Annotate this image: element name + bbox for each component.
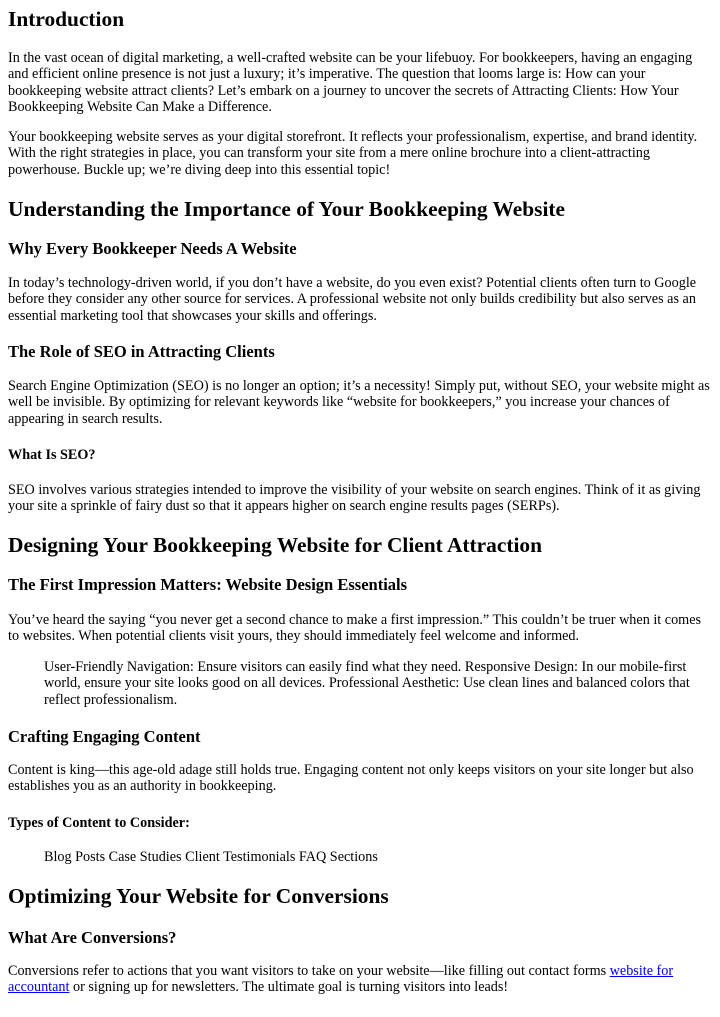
importance-heading: Understanding the Importance of Your Bookkeeping Website (8, 197, 566, 221)
seo-role-subheading: The Role of SEO in Attracting Clients (8, 342, 275, 361)
what-is-seo-paragraph: SEO involves various strategies intended to improve the visibility of your website on search engines. Think of it as giving your site a sprinkle of fairy dust so that it appears higher on search engine results pages (SERPs). (8, 482, 701, 515)
design-essentials-quote: User-Friendly Navigation: Ensure visitors can easily find what they need. Responsive Design: In our mobile-first world, ensure your site looks good on all devices. Professional Aesthetic: Use clean lines and balanced colors that reflect professionalism. (44, 659, 690, 708)
intro-paragraph-2: Your bookkeeping website serves as your digital storefront. It reflects your professionalism, expertise, and brand identity. With the right strategies in place, you can transform your site from a mere online brochure into a client-attracting powerhouse. Buckle up; we’re diving deep into this essential topic! (8, 129, 698, 178)
website-for-accountant-link[interactable]: website for accountant (8, 963, 674, 996)
conversions-paragraph (8, 963, 708, 996)
engaging-content-subheading: Crafting Engaging Content (8, 727, 201, 746)
design-heading: Designing Your Bookkeeping Website for Client Attraction (8, 533, 543, 557)
seo-role-paragraph: Search Engine Optimization (SEO) is no longer an option; it’s a necessity! Simply put, without SEO, your website might as well be invisible. By optimizing for relevant keywords like “website for bookkeepers,” you increase your chances of appearing in search results. (8, 378, 710, 427)
intro-heading: Introduction (8, 7, 125, 31)
why-website-subheading: Why Every Bookkeeper Needs A Website (8, 239, 297, 258)
engaging-content-paragraph: Content is king—this age-old adage still holds true. Engaging content not only keeps visitors on your site longer but also establishes you as an authority in bookkeeping. (8, 762, 694, 795)
content-types-quote: Blog Posts Case Studies Client Testimonials FAQ Sections (44, 849, 378, 865)
first-impression-subheading: The First Impression Matters: Website Design Essentials (8, 575, 408, 594)
conversions-text-after: or signing up for newsletters. The ultimate goal is turning visitors into leads! (69, 979, 509, 996)
what-is-seo-subheading: What Is SEO? (8, 447, 96, 463)
first-impression-paragraph: You’ve heard the saying “you never get a second chance to make a first impression.” This couldn’t be truer when it comes to websites. When potential clients visit yours, they should immediately feel welcome and informed. (8, 612, 702, 645)
content-types-subheading: Types of Content to Consider: (8, 815, 190, 831)
why-website-paragraph: In today’s technology-driven world, if you don’t have a website, do you even exist? Potential clients often turn to Google before they consider any other source for services. A professional website not only builds credibility but also serves as an essential marketing tool that showcases your skills and offerings. (8, 275, 697, 324)
what-are-conversions-subheading: What Are Conversions? (8, 928, 177, 947)
conversions-text-before: Conversions refer to actions that you want visitors to take on your website—like filling out contact forms (8, 963, 610, 979)
conversions-heading: Optimizing Your Website for Conversions (8, 884, 389, 908)
intro-paragraph-1: In the vast ocean of digital marketing, a well-crafted website can be your lifebuoy. For bookkeepers, having an engaging and efficient online presence is not just a luxury; it’s imperative. The question that looms large is: How can your bookkeeping website attract clients? Let’s embark on a journey to uncover the secrets of Attracting Clients: How Your Bookkeeping Website Can Make a Difference. (8, 50, 693, 116)
